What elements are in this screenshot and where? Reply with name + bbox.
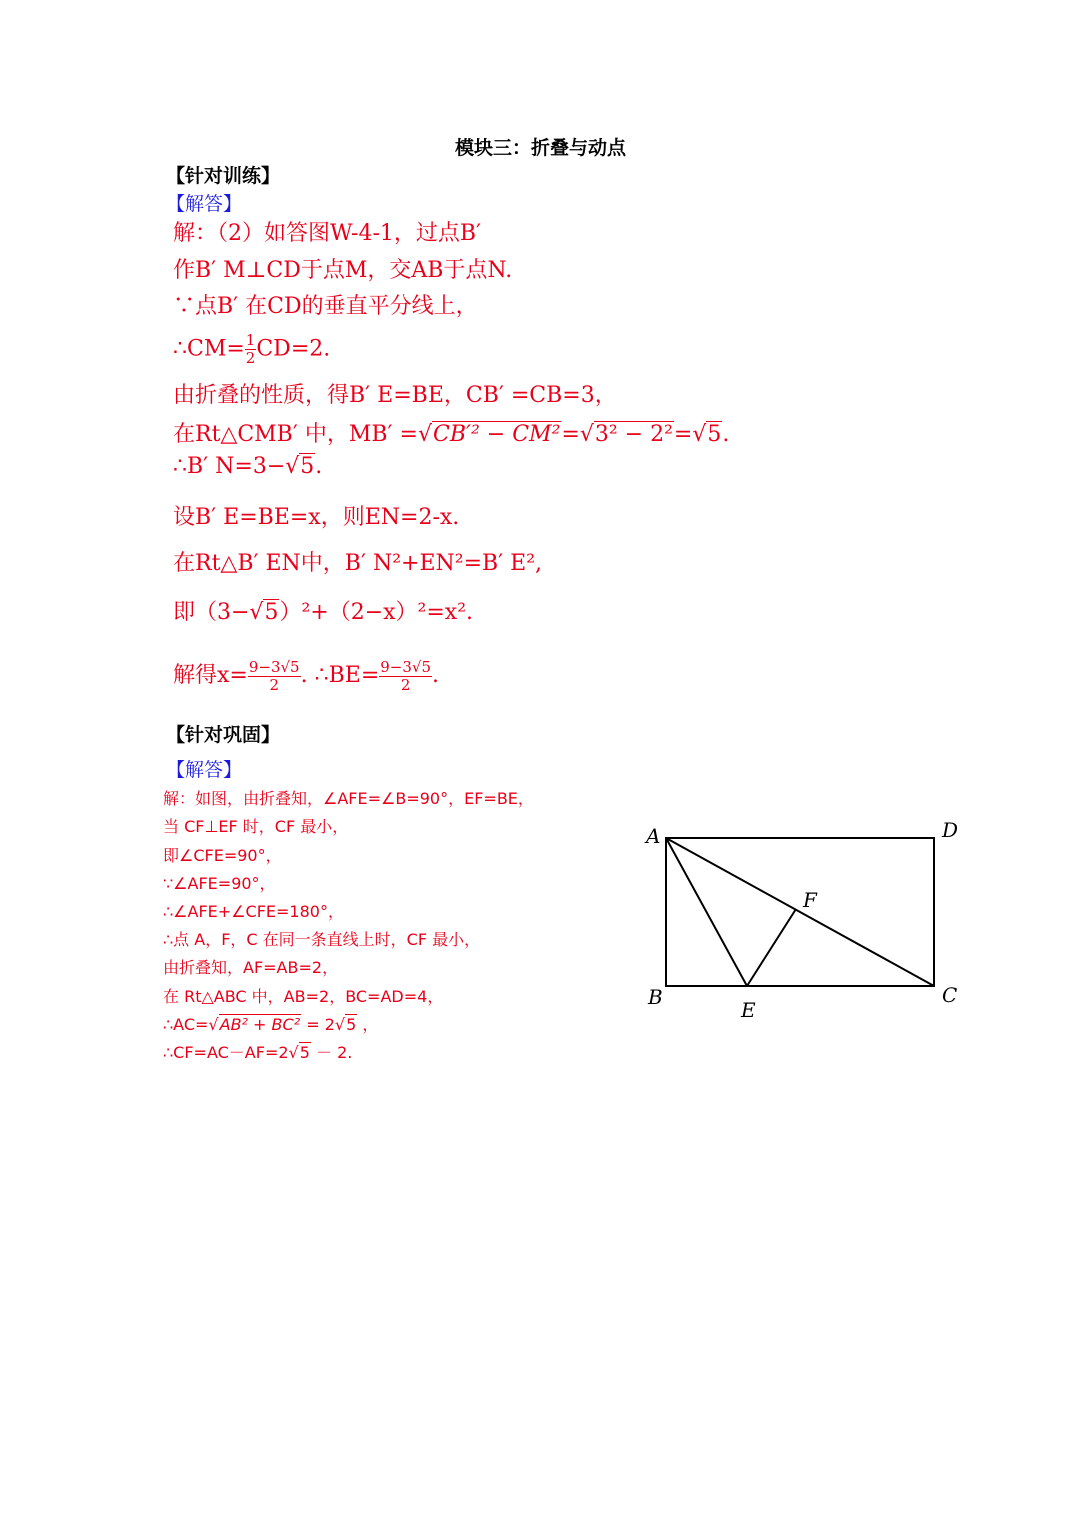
radicand-6: AB² + BC² (219, 1015, 301, 1034)
s1-line-2: 作B′ M⊥CD于点M，交AB于点N. (173, 258, 513, 283)
frac-num: 1 (245, 331, 256, 349)
s2-line-2: 当 CF⊥EF 时，CF 最小， (163, 817, 349, 836)
s2-line-10-a: ∴CF=AC－AF=2√ (163, 1043, 299, 1062)
fraction-x (248, 659, 301, 694)
s1-line-3: ∵点B′ 在CD的垂直平分线上， (173, 294, 478, 319)
label-a: A (646, 824, 661, 848)
s2-line-4: ∵∠AFE=90°， (163, 874, 276, 893)
radicand-2: 3² − 2² (594, 422, 673, 447)
radicand-7: 5 (346, 1015, 357, 1034)
frac-den-x: 2 (269, 675, 279, 694)
s1-line-11 (173, 658, 439, 694)
frac-den-be: 2 (400, 675, 411, 694)
s1-line-6-a: 在Rt△CMB′ 中，MB′ =√ (173, 422, 432, 447)
page-title: 模块三：折叠与动点 (455, 137, 627, 159)
frac-num-be: 9−3√5 (380, 657, 432, 676)
fraction-half (245, 332, 257, 367)
section1-answer-label: 【解答】 (166, 193, 243, 215)
s1-line-6-d: . (722, 422, 730, 447)
fraction-be (379, 659, 432, 694)
section1-header: 【针对训练】 (166, 165, 281, 187)
frac-num-x: 9−3√5 (248, 657, 300, 676)
radicand-5: 5 (264, 600, 279, 625)
label-f: F (803, 888, 817, 912)
s1-line-4-b: CD=2. (256, 336, 331, 362)
s2-line-9-c: ， (357, 1015, 379, 1034)
geometry-figure (620, 805, 980, 1035)
section2-header: 【针对巩固】 (166, 724, 281, 746)
s2-line-10-b: － 2. (310, 1043, 353, 1062)
radicand-3: 5 (707, 422, 722, 447)
s1-line-6-b: =√ (561, 422, 594, 447)
s1-line-1: 解：（2）如答图W-4-1，过点B′ (173, 221, 482, 246)
s1-line-7-a: ∴B′ N=3−√ (173, 454, 300, 479)
s1-line-7-b: . (315, 454, 323, 479)
radicand-1: CB′² − CM² (432, 422, 561, 447)
s1-line-4 (173, 332, 330, 367)
s1-line-9: 在Rt△B′ EN中，B′ N²+EN²=B′ E², (173, 551, 543, 576)
s2-line-5: ∴∠AFE+∠CFE=180°， (163, 902, 344, 921)
s2-line-7: 由折叠知，AF=AB=2， (163, 958, 339, 977)
s1-line-7 (173, 454, 322, 479)
radicand-8: 5 (299, 1043, 310, 1062)
s1-line-6 (173, 417, 729, 448)
s2-line-6: ∴点 A，F，C 在同一条直线上时，CF 最小， (163, 930, 481, 949)
s2-line-1: 解：如图，由折叠知，∠AFE=∠B=90°，EF=BE， (163, 789, 534, 808)
s2-line-9-a: ∴AC=√ (163, 1015, 219, 1034)
label-b: B (648, 985, 663, 1009)
s1-line-6-c: =√ (673, 422, 707, 447)
label-c: C (942, 983, 958, 1007)
s2-line-3: 即∠CFE=90°， (163, 846, 282, 865)
s1-line-8: 设B′ E=BE=x，则EN=2-x. (173, 505, 460, 530)
s1-line-4-a: ∴CM= (173, 336, 245, 362)
frac-den: 2 (245, 349, 256, 367)
section2-answer-label: 【解答】 (166, 759, 243, 781)
s2-line-8: 在 Rt△ABC 中，AB=2，BC=AD=4， (163, 987, 444, 1006)
s2-line-9-b: = 2√ (301, 1015, 346, 1034)
s1-line-5: 由折叠的性质，得B′ E=BE，CB′ =CB=3， (173, 383, 617, 408)
s1-line-11-c: . (432, 663, 440, 688)
s2-line-10 (163, 1040, 352, 1063)
s1-line-10-b: ）²+（2−x）²=x². (279, 600, 474, 625)
s2-line-9 (163, 1012, 378, 1035)
s1-line-10-a: 即（3−√ (173, 600, 264, 625)
radicand-4: 5 (300, 454, 315, 479)
segment-ef (747, 909, 796, 986)
s1-line-11-a: 解得x= (173, 663, 248, 688)
label-d: D (942, 818, 959, 842)
label-e: E (741, 998, 756, 1022)
s1-line-10 (173, 595, 473, 626)
s1-line-11-b: . ∴BE= (300, 663, 380, 688)
